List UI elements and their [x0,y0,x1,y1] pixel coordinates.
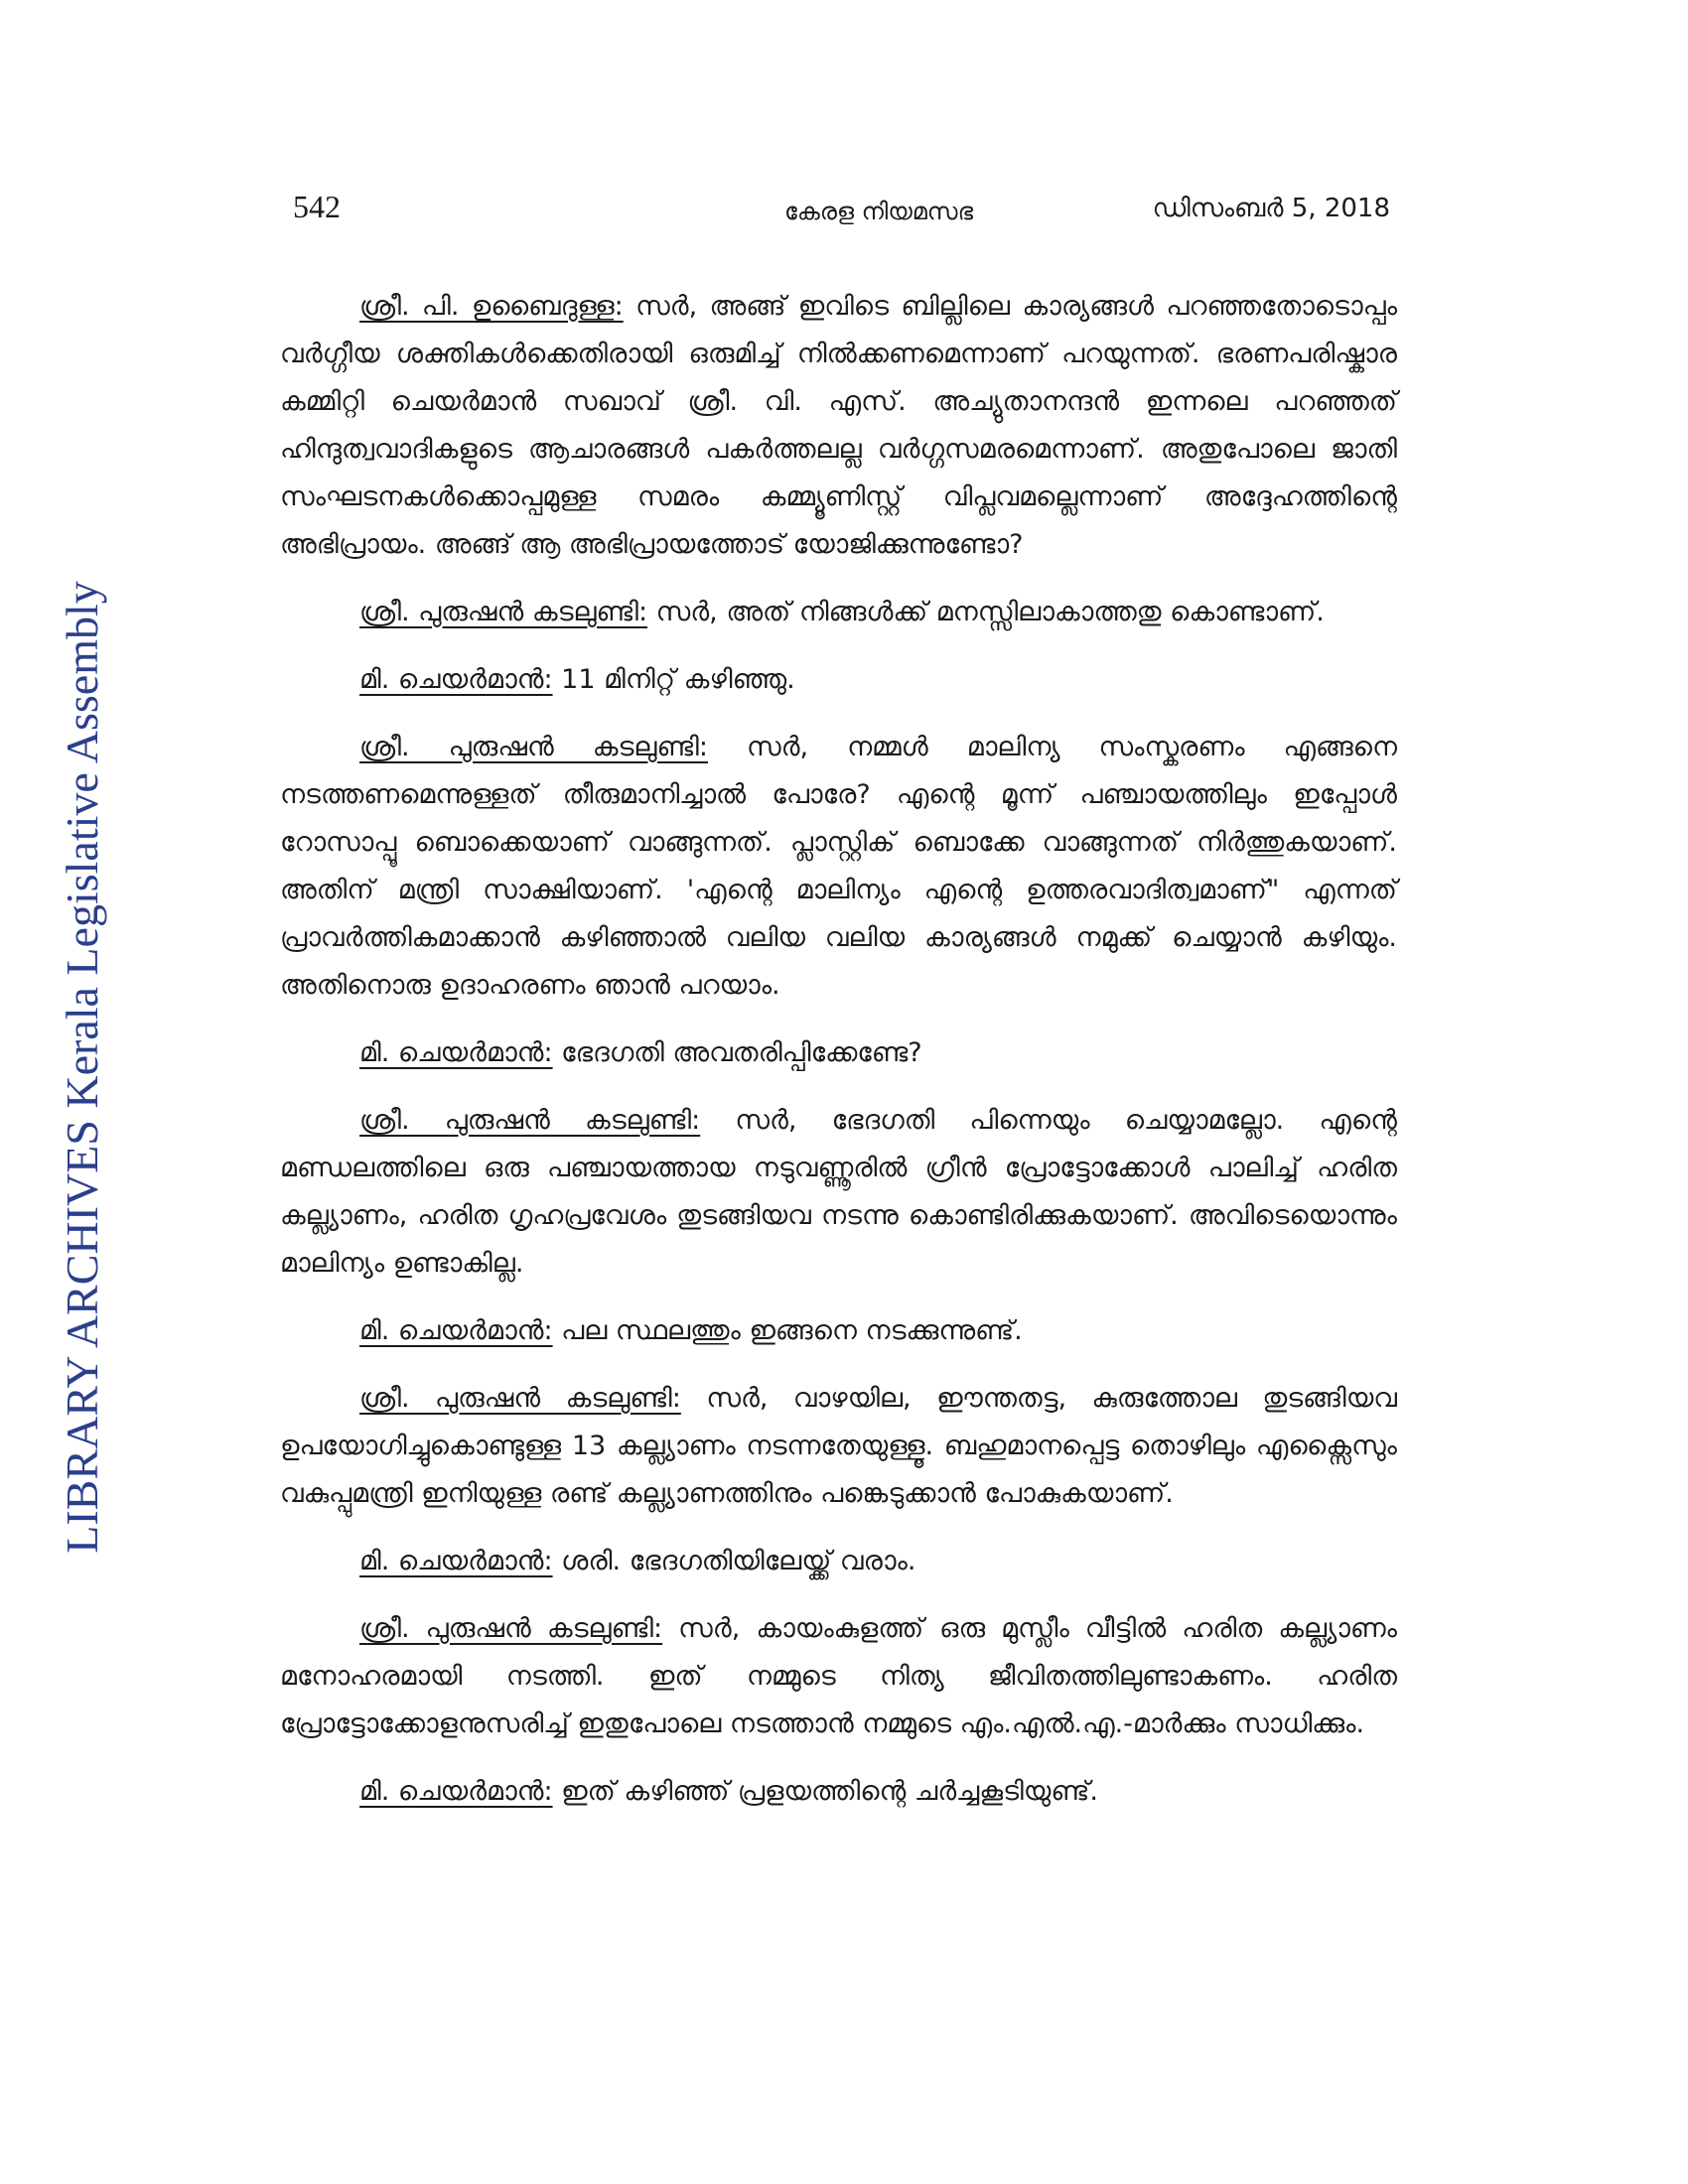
speech-text: 11 മിനിറ്റ് കഴിഞ്ഞു. [552,664,795,695]
speech-paragraph [280,1538,1397,1585]
proceedings-body [280,283,1397,1836]
speaker-name: മി. ചെയർമാൻ: [359,664,553,695]
speech-paragraph [280,1605,1397,1748]
speech-paragraph [280,1307,1397,1355]
speaker-name: ശ്രീ. പുരുഷൻ കടലുണ്ടി: [359,1105,701,1136]
speech-text: സർ, ഭേദഗതി പിന്നെയും ചെയ്യാമല്ലോ. എന്റെ മണ്ഡലത്തിലെ ഒരു പഞ്ചായത്തായ നടുവണ്ണൂരിൽ ഗ്രീൻ പ്രോട്ടോക്കോൾ പാലിച്ച് ഹരിത കല്ല്യാണം, ഹരിത ഗൃഹപ്രവേശം തുടങ്ങിയവ നടന്നു കൊണ്ടിരിക്കുകയാണ്. അവിടെയൊന്നും മാലിന്യം ഉണ്ടാകില്ല. [280,1105,1397,1279]
speaker-name: ശ്രീ. പുരുഷൻ കടലുണ്ടി: [359,1383,681,1414]
speaker-name: മി. ചെയർമാൻ: [359,1315,553,1346]
speech-text: സർ, കായംകുളത്ത് ഒരു മുസ്ലീം വീട്ടിൽ ഹരിത കല്ല്യാണം മനോഹരമായി നടത്തി. ഇത് നമ്മുടെ നിത്യ ജീവിതത്തിലുണ്ടാകണം. ഹരിത പ്രോട്ടോക്കോളനുസരിച്ച് ഇതുപോലെ നടത്താൻ നമ്മുടെ എം.എൽ.എ.-മാർക്കും സാധിക്കും. [280,1613,1397,1739]
speaker-name: ശ്രീ. പുരുഷൻ കടലുണ്ടി: [359,1613,663,1644]
speaker-name: ശ്രീ. പുരുഷൻ കടലുണ്ടി: [359,597,648,627]
speech-text: സർ, വാഴയില, ഈന്തതട്ട, കുരുത്തോല തുടങ്ങിയവ ഉപയോഗിച്ചുകൊണ്ടുള്ള 13 കല്ല്യാണം നടന്നതേയുള്ളൂ. ബഹുമാനപ്പെട്ട തൊഴിലും എക്സൈസും വകുപ്പുമന്ത്രി ഇനിയുള്ള രണ്ട് കല്ല്യാണത്തിനും പങ്കെടുക്കാൻ പോകുകയാണ്. [280,1383,1398,1509]
running-date: ഡിസംബർ 5, 2018 [1152,194,1390,223]
speech-paragraph [280,724,1397,1010]
speech-text: ശരി. ഭേദഗതിയിലേയ്ക്ക് വരാം. [552,1546,916,1576]
speech-paragraph [280,1097,1397,1288]
speech-text: സർ, നമ്മൾ മാലിന്യ സംസ്കരണം എങ്ങനെ നടത്തണമെന്നുള്ളത് തീരുമാനിച്ചാൽ പോരേ? എന്റെ മൂന്ന് പഞ്ചായത്തിലും ഇപ്പോൾ റോസാപ്പൂ ബൊക്കെയാണ് വാങ്ങുന്നത്. പ്ലാസ്റ്റിക് ബൊക്കേ വാങ്ങുന്നത് നിർത്തുകയാണ്. അതിന് മന്ത്രി സാക്ഷിയാണ്. 'എന്റെ മാലിന്യം എന്റെ ഉത്തരവാദിത്വമാണ്" എന്നത് പ്രാവർത്തികമാക്കാൻ കഴിഞ്ഞാൽ വലിയ വലിയ കാര്യങ്ങൾ നമുക്ക് ചെയ്യാൻ കഴിയും. അതിനൊരു ഉദാഹരണം ഞാൻ പറയാം. [280,732,1398,1001]
speaker-name: മി. ചെയർമാൻ: [359,1776,553,1807]
archive-watermark: LIBRARY ARCHIVES Kerala Legislative Assembly [57,581,107,1554]
page-number: 542 [293,189,341,224]
speech-paragraph [280,656,1397,704]
speaker-name: മി. ചെയർമാൻ: [359,1037,553,1068]
speech-text: സർ, അത് നിങ്ങൾക്ക് മനസ്സിലാകാത്തതു കൊണ്ടാണ്. [647,597,1325,627]
speech-paragraph [280,283,1397,569]
speaker-name: മി. ചെയർമാൻ: [359,1546,553,1576]
speech-text: സർ, അങ്ങ് ഇവിടെ ബില്ലിലെ കാര്യങ്ങൾ പറഞ്ഞതോടൊപ്പം വർഗ്ഗീയ ശക്തികൾക്കെതിരായി ഒരുമിച്ച് നിൽക്കണമെന്നാണ് പറയുന്നത്. ഭരണപരിഷ്കാര കമ്മിറ്റി ചെയർമാൻ സഖാവ് ശ്രീ. വി. എസ്. അച്യുതാനന്ദൻ ഇന്നലെ പറഞ്ഞത് ഹിന്ദുത്വവാദികളുടെ ആചാരങ്ങൾ പകർത്തലല്ല വർഗ്ഗസമരമെന്നാണ്. അതുപോലെ ജാതി സംഘടനകൾക്കൊപ്പമുള്ള സമരം കമ്മ്യൂണിസ്റ്റ് വിപ്ലവമല്ലെന്നാണ് അദ്ദേഹത്തിന്റെ അഭിപ്രായം. അങ്ങ് ആ അഭിപ്രായത്തോട് യോജിക്കുന്നുണ്ടോ? [280,291,1398,560]
speech-text: പല സ്ഥലത്തും ഇങ്ങനെ നടക്കുന്നുണ്ട്. [552,1315,1023,1346]
speaker-name: ശ്രീ. പുരുഷൻ കടലുണ്ടി: [359,732,708,762]
speech-paragraph [280,589,1397,636]
running-title: കേരള നിയമസഭ [784,198,974,225]
speech-paragraph [280,1029,1397,1077]
speech-text: ഭേദഗതി അവതരിപ്പിക്കേണ്ടേ? [552,1037,922,1068]
speech-paragraph [280,1768,1397,1816]
speech-text: ഇത് കഴിഞ്ഞ് പ്രളയത്തിന്റെ ചർച്ചകൂടിയുണ്ട്. [552,1776,1098,1807]
speech-paragraph [280,1375,1397,1518]
speaker-name: ശ്രീ. പി. ഉബൈദുള്ള: [359,291,624,322]
